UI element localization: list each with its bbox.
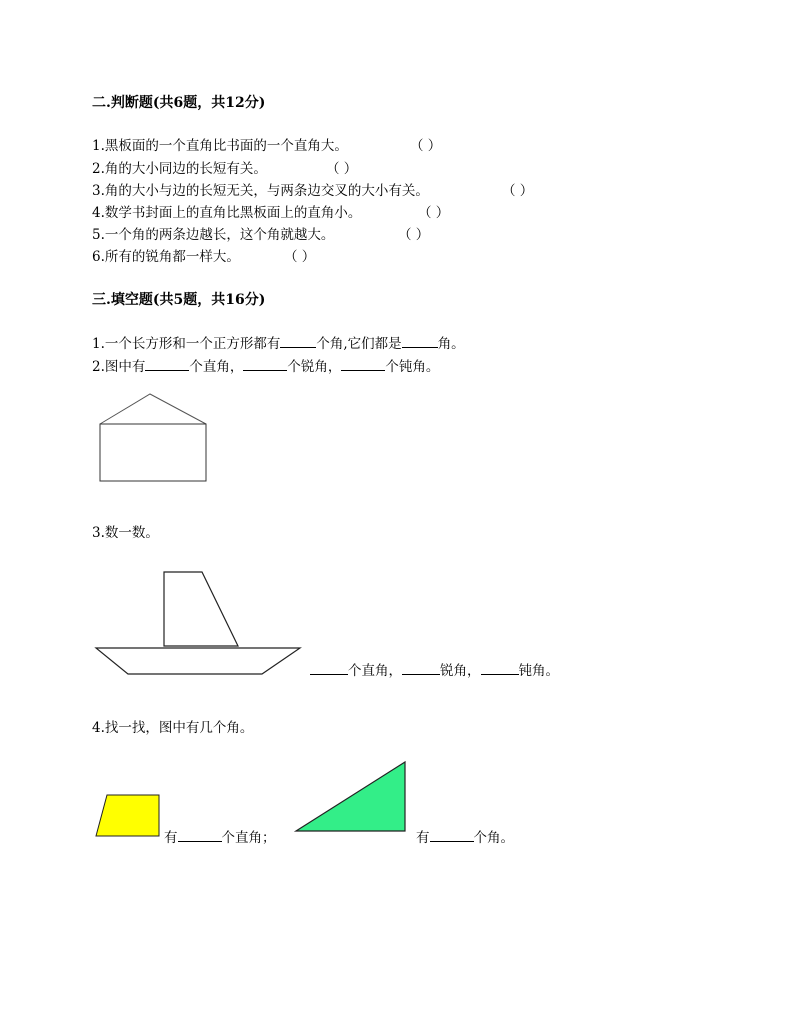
answer-blank[interactable] (402, 334, 438, 348)
answer-paren-3[interactable]: （ ） (502, 183, 534, 199)
answer-paren-5[interactable]: （ ） (398, 227, 430, 243)
fill-question-4-left (164, 828, 276, 847)
item-text: 5.一个角的两条边越长，这个角就越大。 (92, 227, 335, 243)
q2-text-c: 个锐角， (287, 359, 342, 375)
fill-question-3-title: 3.数一数。 (92, 525, 159, 541)
answer-blank[interactable] (341, 357, 385, 371)
judgement-item-2 (92, 160, 267, 178)
answer-blank[interactable] (145, 357, 189, 371)
q4-left-b: 个直角； (221, 830, 276, 846)
fill-question-4-right (416, 828, 514, 847)
fill-question-1 (92, 334, 465, 353)
judgement-item-1 (92, 137, 348, 155)
fill-question-3-answers (310, 661, 559, 680)
fill-question-4-title: 4.找一找，图中有几个角。 (92, 720, 254, 736)
judgement-item-5 (92, 226, 334, 244)
q4-right-a: 有 (416, 830, 430, 846)
q2-text-d: 个钝角。 (385, 359, 440, 375)
answer-paren-4[interactable]: （ ） (418, 205, 450, 221)
answer-blank[interactable] (243, 357, 287, 371)
answer-blank[interactable] (481, 661, 519, 675)
answer-paren-1[interactable]: （ ） (410, 138, 442, 154)
item-text: 6.所有的锐角都一样大。 (92, 249, 240, 265)
parallelogram-figure (94, 793, 162, 839)
judgement-item-6 (92, 248, 240, 266)
q2-text-b: 个直角， (189, 359, 244, 375)
judgement-item-4 (92, 204, 361, 222)
item-text: 2.角的大小同边的长短有关。 (92, 161, 267, 177)
item-text: 4.数学书封面上的直角比黑板面上的直角小。 (92, 205, 362, 221)
fill-question-2 (92, 357, 439, 376)
sailboat-figure (94, 570, 306, 678)
item-text: 1.黑板面的一个直角比书面的一个直角大。 (92, 138, 348, 154)
judgement-item-3 (92, 182, 429, 200)
q3-text-c: 钝角。 (518, 663, 559, 679)
answer-blank[interactable] (310, 661, 348, 675)
house-figure (98, 392, 210, 484)
answer-blank[interactable] (280, 334, 316, 348)
answer-blank[interactable] (430, 828, 474, 842)
answer-blank[interactable] (178, 828, 222, 842)
q4-right-b: 个角。 (473, 830, 514, 846)
q3-text-a: 个直角， (348, 663, 402, 679)
q1-text-c: 角。 (437, 336, 465, 352)
section-title-fill: 三.填空题(共5题，共16分) (92, 292, 266, 308)
answer-paren-6[interactable]: （ ） (284, 249, 316, 265)
item-text: 3.角的大小与边的长短无关，与两条边交叉的大小有关。 (92, 183, 429, 199)
q2-text-a: 2.图中有 (92, 359, 146, 375)
right-triangle-figure (294, 760, 408, 834)
answer-paren-2[interactable]: （ ） (326, 161, 358, 177)
q4-left-a: 有 (164, 830, 178, 846)
q1-text-a: 1.一个长方形和一个正方形都有 (92, 336, 281, 352)
q1-text-b: 个角,它们都是 (316, 336, 402, 352)
section-title-judgement: 二.判断题(共6题，共12分) (92, 95, 266, 111)
q3-text-b: 锐角， (440, 663, 481, 679)
answer-blank[interactable] (402, 661, 440, 675)
